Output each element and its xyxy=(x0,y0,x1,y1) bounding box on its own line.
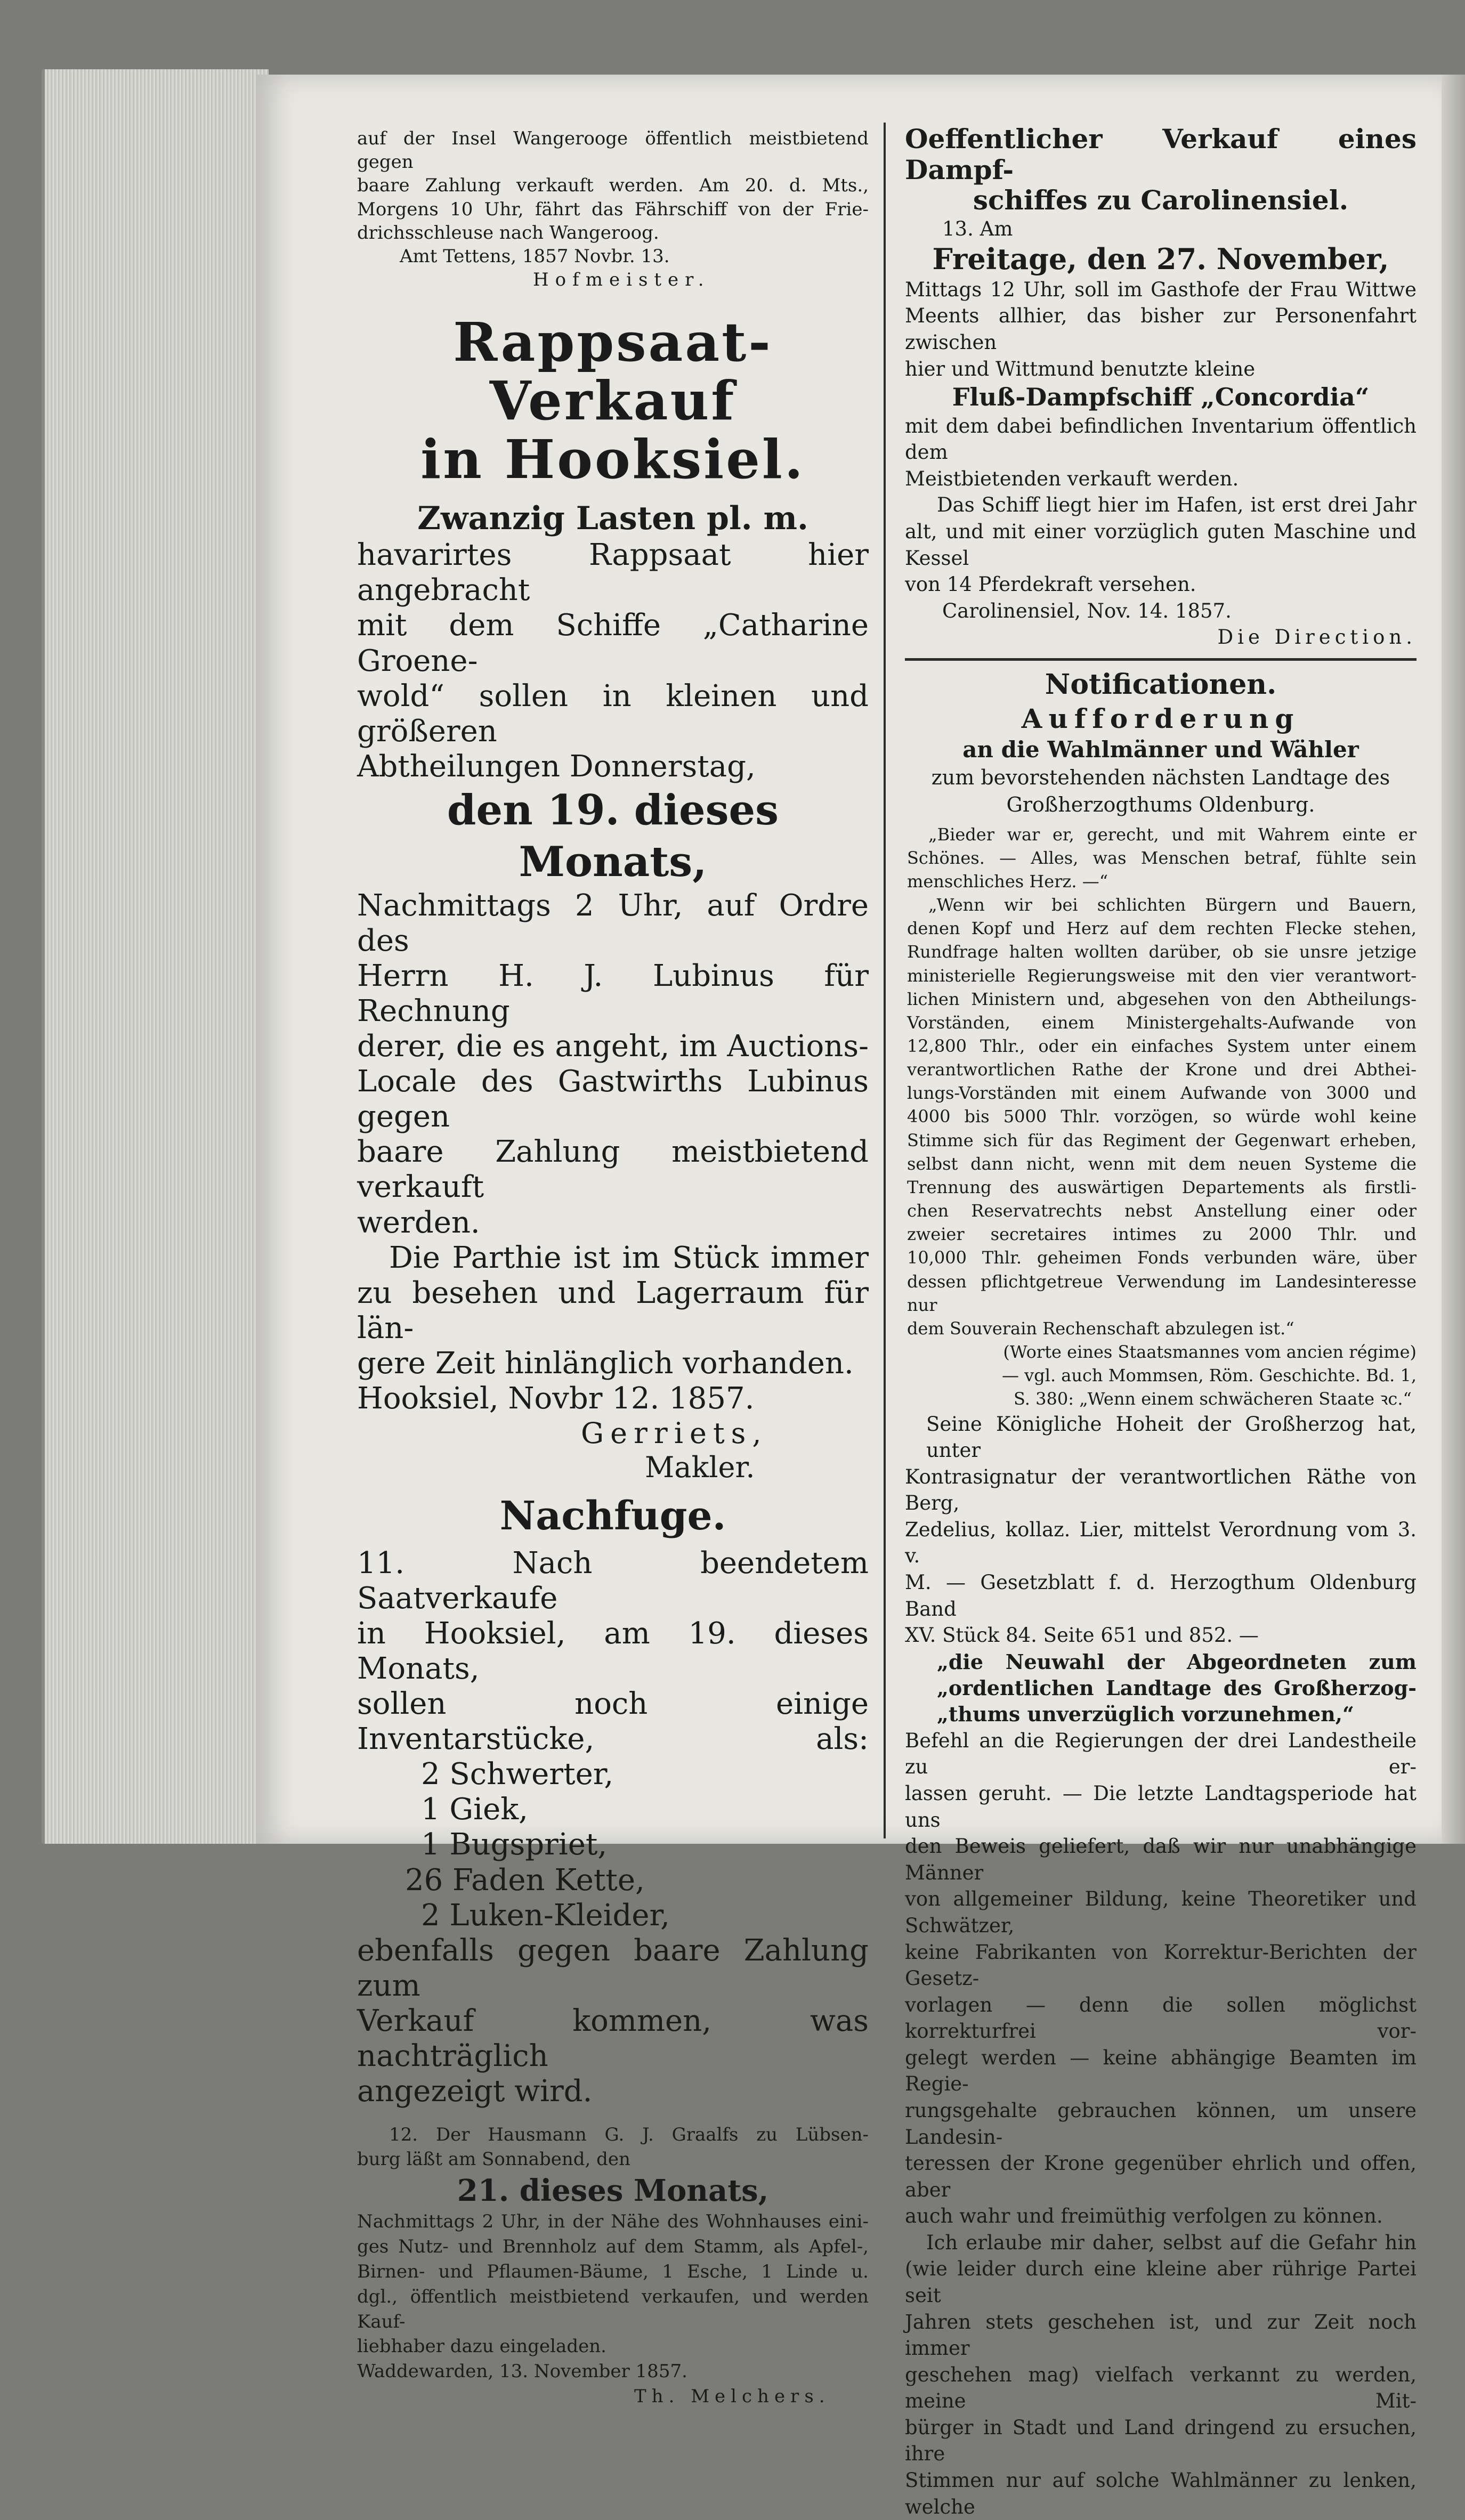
intro-sign-place: Amt Tettens, 1857 Novbr. 13. xyxy=(400,245,670,267)
aufforderung-sub: an die Wahlmänner und Wähler xyxy=(962,736,1359,763)
intro-line: auf der Insel Wangerooge öffentlich meistbietend gegen xyxy=(357,128,869,173)
text2-line: gelegt werden — keine abhängige Beamten im Regie- xyxy=(905,2046,1417,2096)
ad13-line: Meents allhier, das bisher zur Personenfahrt zwischen xyxy=(905,304,1417,354)
book-page-edges xyxy=(42,69,269,1844)
text2-line: Jahren stets geschehen ist, und zur Zeit noch immer xyxy=(905,2310,1417,2360)
body3-line: zu besehen und Lagerraum für län- xyxy=(357,1275,869,1346)
text2-line: keine Fabrikanten von Korrektur-Berichten der Gesetz- xyxy=(905,1940,1417,1990)
quote-line: chen Reservatrechts nebst Anstellung einer oder xyxy=(907,1201,1417,1221)
quote-line: dem Souverain Rechenschaft abzulegen ist.“ xyxy=(907,1318,1294,1339)
quote-line: „Bieder war er, gerecht, und mit Wahrem einte er xyxy=(928,824,1417,845)
quote-line: Vorständen, einem Ministergehalts-Aufwande von xyxy=(907,1012,1417,1033)
nachfuge-end: angezeigt wird. xyxy=(357,2074,593,2109)
text2-line: von allgemeiner Bildung, keine Theoretiker und Schwätzer, xyxy=(905,1887,1417,1937)
text2-line: (wie leider durch eine kleine aber rührige Partei seit xyxy=(905,2257,1417,2307)
ad13-sign-place: Carolinensiel, Nov. 14. 1857. xyxy=(942,599,1232,622)
quote-line: Rundfrage halten wollten darüber, ob sie unsre jetzige xyxy=(907,942,1417,962)
ad12-place: Waddewarden, 13. November 1857. xyxy=(357,2361,687,2383)
dampfschiff-title: Oeffentlicher Verkauf eines Dampf- xyxy=(905,123,1417,185)
body2-line: Locale des Gastwirths Lubinus gegen xyxy=(357,1064,869,1135)
nachfuge-end: Verkauf kommen, was nachträglich xyxy=(357,2003,869,2073)
notificationen-title: Notificationen. xyxy=(1045,668,1277,701)
inventory-item: 2 Luken-Kleider, xyxy=(421,1898,670,1933)
aufforderung-line: Großherzogthums Oldenburg. xyxy=(1006,792,1315,816)
ad13-num: 13. Am xyxy=(942,217,1013,240)
text-line: Kontrasignatur der verantwortlichen Räthe von Berg, xyxy=(905,1465,1417,1515)
right-page-edge xyxy=(1442,75,1465,1844)
aufforderung-line: zum bevorstehenden nächsten Landtage des xyxy=(931,765,1390,789)
ad12-body: dgl., öffentlich meistbietend verkaufen, und werden Kauf- xyxy=(357,2286,869,2332)
inventory-item: 26 Faden Kette, xyxy=(405,1862,645,1898)
ad13-line2: Meistbietenden verkauft werden. xyxy=(905,467,1239,490)
right-column xyxy=(905,124,1417,2520)
nachfuge-line: 11. Nach beendetem Saatverkaufe xyxy=(357,1545,869,1616)
newspaper-page xyxy=(256,75,1442,2518)
quote-source: S. 380: „Wenn einem schwächeren Staate ꝛc.“ xyxy=(1014,1389,1412,1409)
left-column xyxy=(357,127,869,2409)
bold-quote-line: „die Neuwahl der Abgeordneten zum xyxy=(937,1649,1417,1674)
quote-line: zweier secretaires intimes zu 2000 Thlr. und xyxy=(907,1224,1417,1245)
quote-line: verantwortlichen Rathe der Krone und drei Abthei- xyxy=(907,1059,1417,1080)
ad13-line2: Das Schiff liegt hier im Hafen, ist erst drei Jahr xyxy=(937,493,1417,517)
quote-line: dessen pflichtgetreue Verwendung im Landesinteresse nur xyxy=(907,1271,1417,1315)
ad13-line2: mit dem dabei befindlichen Inventarium öffentlich dem xyxy=(905,414,1417,464)
date-heading-27: Freitage, den 27. November, xyxy=(932,242,1389,277)
ad13-line2: alt, und mit einer vorzüglich guten Maschine und Kessel xyxy=(905,520,1417,570)
quote-line: 12,800 Thlr., oder ein einfaches System unter einem xyxy=(907,1036,1417,1056)
text2-line: auch wahr und freimüthig verfolgen zu können. xyxy=(905,2205,1383,2228)
aufforderung-title: Aufforderung xyxy=(1021,703,1300,735)
sign-name: Gerriets, xyxy=(581,1416,768,1451)
quote-line: lichen Ministern und, abgesehen von den Abtheilungs- xyxy=(907,988,1417,1009)
intro-line: drichsschleuse nach Wangeroog. xyxy=(357,222,659,244)
dampfschiff-title: schiffes zu Carolinensiel. xyxy=(973,184,1349,216)
ship-heading: Fluß-Dampfschiff „Concordia“ xyxy=(952,383,1370,412)
text2-line: geschehen mag) vielfach verkannt zu werden, meine Mit- xyxy=(905,2363,1417,2413)
ad13-line2: von 14 Pferdekraft versehen. xyxy=(905,573,1196,596)
body3-line: Die Parthie ist im Stück immer xyxy=(389,1240,869,1275)
quote-line: Trennung des auswärtigen Departements als firstli- xyxy=(907,1177,1417,1197)
body-line: mit dem Schiffe „Catharine Groene- xyxy=(357,608,869,678)
nachfuge-title: Nachfuge. xyxy=(499,1493,726,1539)
intro-sign-name: Hofmeister. xyxy=(533,269,710,291)
quote-block xyxy=(905,823,1417,1411)
body2-line: Nachmittags 2 Uhr, auf Ordre des xyxy=(357,888,869,958)
intro-line: Morgens 10 Uhr, fährt das Fährschiff von der Frie- xyxy=(357,198,869,220)
ad13-line: hier und Wittmund benutzte kleine xyxy=(905,357,1256,380)
intro-notice xyxy=(357,127,869,291)
text2-line: Stimmen nur auf solche Wahlmänner zu lenken, welche xyxy=(905,2469,1417,2518)
text2-line: lassen geruht. — Die letzte Landtagsperiode hat uns xyxy=(905,1782,1417,1832)
text2-line: Ich erlaube mir daher, selbst auf die Gefahr hin xyxy=(926,2231,1417,2254)
quote-line: Schönes. — Alles, was Menschen betraf, fühlte sein xyxy=(907,847,1417,868)
body-line: havarirtes Rappsaat hier angebracht xyxy=(357,538,869,608)
text2-line: rungsgehalte gebrauchen können, um unsere Landesin- xyxy=(905,2098,1417,2149)
inventory-item: 1 Bugspriet, xyxy=(421,1827,608,1862)
nachfuge-line: sollen noch einige Inventarstücke, als: xyxy=(357,1687,869,1757)
text-line: Zedelius, kollaz. Lier, mittelst Verordnung vom 3. v. xyxy=(905,1518,1417,1568)
quote-line: selbst dann nicht, wenn mit dem neuen Systeme die xyxy=(907,1153,1417,1174)
quote-line: ministerielle Regierungsweise mit den vier verantwort- xyxy=(907,965,1417,986)
text2-line: vorlagen — denn die sollen möglichst korrekturfrei vor- xyxy=(905,1993,1417,2043)
quote-line: menschliches Herz. —“ xyxy=(907,871,1108,892)
ad12-body: liebhaber dazu eingeladen. xyxy=(357,2336,606,2357)
quote-line: 10,000 Thlr. geheimen Fonds verbunden wäre, über xyxy=(907,1247,1417,1268)
text-line: XV. Stück 84. Seite 651 und 852. — xyxy=(905,1624,1259,1647)
date-heading-19: den 19. dieses Monats, xyxy=(447,785,779,887)
body2-line: derer, die es angeht, im Auctions- xyxy=(357,1029,869,1064)
quote-source: — vgl. auch Mommsen, Röm. Geschichte. Bd. 1, xyxy=(1001,1365,1417,1386)
ad12-date: 21. dieses Monats, xyxy=(457,2173,769,2208)
inventory-item: 2 Schwerter, xyxy=(421,1757,614,1792)
text2-line: bürger in Stadt und Land dringend zu ersuchen, ihre xyxy=(905,2416,1417,2466)
intro-line: baare Zahlung verkauft werden. Am 20. d. Mts., xyxy=(357,175,869,197)
ad12-body: Nachmittags 2 Uhr, in der Nähe des Wohnhauses eini- xyxy=(357,2210,869,2232)
text-line: Seine Königliche Hoheit der Großherzog hat, unter xyxy=(926,1412,1417,1462)
text-line: M. — Gesetzblatt f. d. Herzogthum Oldenburg Band xyxy=(905,1570,1417,1620)
body-line: wold“ sollen in kleinen und größeren xyxy=(357,678,869,749)
body2-line: Herrn H. J. Lubinus für Rechnung xyxy=(357,959,869,1029)
body3-line: gere Zeit hinlänglich vorhanden. xyxy=(357,1346,854,1381)
text2-line: Befehl an die Regierungen der drei Landestheile zu er- xyxy=(905,1729,1417,1779)
ad12-name: Th. Melchers. xyxy=(634,2386,830,2408)
title-in-hooksiel: in Hooksiel. xyxy=(420,428,805,491)
lasten-heading: Zwanzig Lasten pl. m. xyxy=(417,500,808,538)
ad12-line: burg läßt am Sonnabend, den xyxy=(357,2149,630,2170)
ad13-line: Mittags 12 Uhr, soll im Gasthofe der Frau Wittwe xyxy=(905,278,1417,301)
nachfuge-end: ebenfalls gegen baare Zahlung zum xyxy=(357,1933,869,2003)
quote-line: Stimme sich für das Regiment der Gegenwart erheben, xyxy=(907,1130,1417,1150)
quote-line: denen Kopf und Herz auf dem rechten Flecke stehen, xyxy=(907,918,1417,939)
quote-line: 4000 bis 5000 Thlr. vorzögen, so würde wohl keine xyxy=(907,1106,1417,1127)
title-rappsaat-verkauf: Rappsaat-Verkauf xyxy=(453,311,773,433)
bold-quote-line: „thums unverzüglich vorzunehmen,“ xyxy=(937,1702,1354,1727)
ad12-line: 12. Der Hausmann G. J. Graalfs zu Lübsen- xyxy=(389,2124,869,2146)
text2-line: den Beweis geliefert, daß wir nur unabhängige Männer xyxy=(905,1835,1417,1884)
ad12-body: Birnen- und Pflaumen-Bäume, 1 Esche, 1 Linde u. xyxy=(357,2260,869,2282)
sign-title: Makler. xyxy=(645,1450,755,1484)
quote-source: (Worte eines Staatsmannes vom ancien régime) xyxy=(1003,1342,1417,1363)
nachfuge-line: in Hooksiel, am 19. dieses Monats, xyxy=(357,1616,869,1687)
quote-line: lungs-Vorständen mit einem Aufwande von 3000 und xyxy=(907,1083,1417,1104)
column-divider xyxy=(884,123,886,1838)
quote-line: „Wenn wir bei schlichten Bürgern und Bauern, xyxy=(928,895,1417,915)
body2-line: baare Zahlung meistbietend verkauft xyxy=(357,1135,869,1205)
bold-quote-line: „ordentlichen Landtage des Großherzog- xyxy=(937,1676,1417,1700)
inventory-item: 1 Giek, xyxy=(421,1792,528,1827)
body-line: Abtheilungen Donnerstag, xyxy=(357,749,756,784)
sign-place: Hooksiel, Novbr 12. 1857. xyxy=(357,1381,755,1416)
ad12-body: ges Nutz- und Brennholz auf dem Stamm, als Apfel-, xyxy=(357,2235,869,2257)
text2-line: teressen der Krone gegenüber ehrlich und offen, aber xyxy=(905,2152,1417,2201)
section-rule xyxy=(905,658,1417,661)
body2-line: werden. xyxy=(357,1205,480,1240)
ad13-sign-name: Die Direction. xyxy=(1217,626,1417,649)
